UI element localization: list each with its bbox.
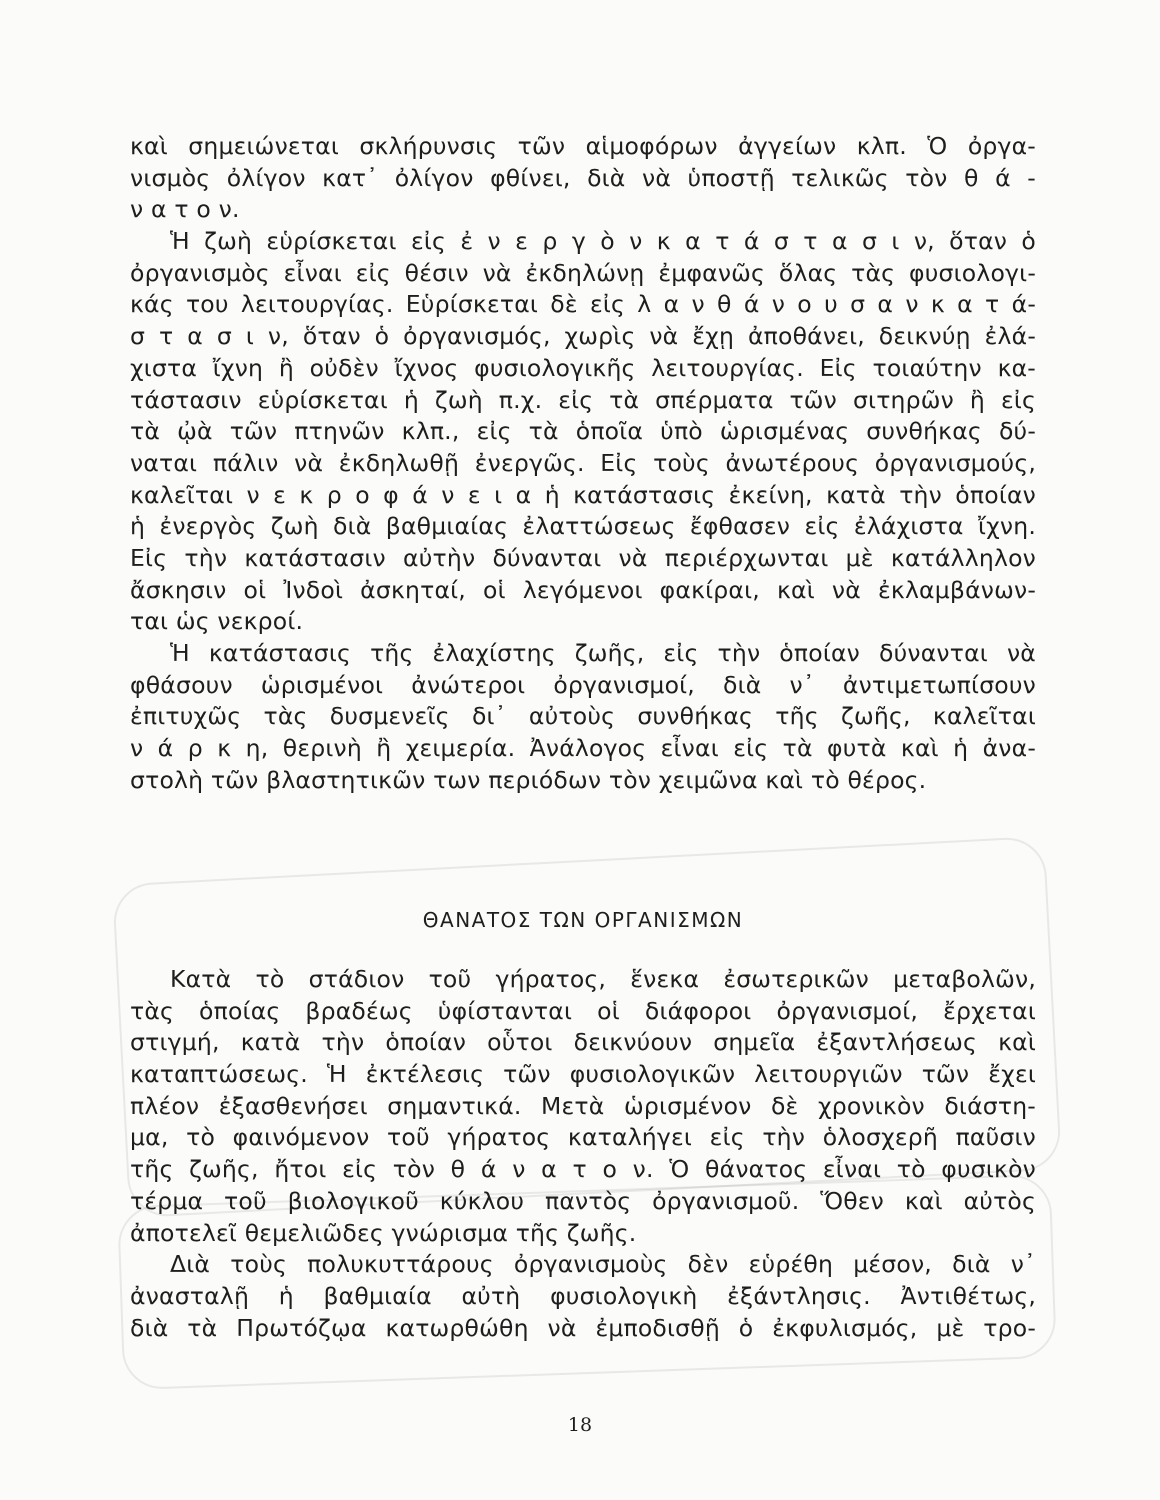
text-line: διὰ τὰ Πρωτόζῳα κατωρθώθη νὰ ἐμποδισθῇ ὁ ἐκφυλισμός, μὲ τρο- — [130, 1313, 1036, 1342]
text-line: ναται πάλιν νὰ ἐκδηλωθῇ ἐνεργῶς. Εἰς τοὺς ἀνωτέρους ὀργανισμούς, — [130, 448, 1036, 477]
text-line: Εἰς τὴν κατάστασιν αὐτὴν δύνανται νὰ περιέρχωνται μὲ κατάλληλον — [130, 543, 1036, 572]
text-line: καλεῖται ν ε κ ρ ο φ ά ν ε ι α ἡ κατάστασις ἐκείνη, κατὰ τὴν ὁποίαν — [130, 480, 1036, 509]
text-line: τῆς ζωῆς, ἤτοι εἰς τὸν θ ά ν α τ ο ν. Ὁ θάνατος εἶναι τὸ φυσικὸν — [130, 1155, 1036, 1184]
text-line: ἄσκησιν οἱ Ἰνδοὶ ἀσκηταί, οἱ λεγόμενοι φακίραι, καὶ νὰ ἐκλαμβάνων- — [130, 575, 1036, 604]
text-line: τὰ ᾠὰ τῶν πτηνῶν κλπ., εἰς τὰ ὁποῖα ὑπὸ ὡρισμένας συνθήκας δύ- — [130, 417, 1036, 446]
text-line: ν α τ ο ν. — [130, 195, 240, 224]
text-line: ἐπιτυχῶς τὰς δυσμενεῖς δι᾽ αὐτοὺς συνθήκας τῆς ζωῆς, καλεῖται — [130, 702, 1036, 731]
text-line: νισμὸς ὀλίγον κατ᾽ ὀλίγον φθίνει, διὰ νὰ ὑποστῇ τελικῶς τὸν θ ά - — [130, 163, 1036, 192]
text-line: κάς του λειτουργίας. Εὑρίσκεται δὲ εἰς λ α ν θ ά ν ο υ σ α ν κ α τ ά- — [130, 290, 1036, 319]
text-line: σ τ α σ ι ν, ὅταν ὁ ὀργανισμός, χωρὶς νὰ ἔχῃ ἀποθάνει, δεικνύῃ ἐλά- — [130, 322, 1036, 351]
body-text-section-2 — [130, 964, 1036, 1344]
text-line: στιγμή, κατὰ τὴν ὁποίαν οὗτοι δεικνύουν σημεῖα ἐξαντλήσεως καὶ — [130, 1028, 1036, 1057]
text-line: καταπτώσεως. Ἡ ἐκτέλεσις τῶν φυσιολογικῶν λειτουργιῶν τῶν ἔχει — [130, 1060, 1036, 1089]
text-line: φθάσουν ὡρισμένοι ἀνώτεροι ὀργανισμοί, διὰ ν᾽ ἀντιμετωπίσουν — [130, 670, 1036, 699]
page-number: 18 — [567, 1414, 593, 1436]
text-line: στολὴ τῶν βλαστητικῶν των περιόδων τὸν χειμῶνα καὶ τὸ θέρος. — [130, 765, 927, 794]
text-line: ν ά ρ κ η, θερινὴ ἢ χειμερία. Ἀνάλογος εἶναι εἰς τὰ φυτὰ καὶ ἡ ἀνα- — [130, 734, 1036, 763]
body-text-section-1 — [130, 131, 1036, 796]
section-heading: ΘΑΝΑΤΟΣ ΤΩΝ ΟΡΓΑΝΙΣΜΩΝ — [422, 908, 744, 932]
text-line: Κατὰ τὸ στάδιον τοῦ γήρατος, ἕνεκα ἐσωτερικῶν μεταβολῶν, — [170, 965, 1036, 993]
text-line: ὀργανισμὸς εἶναι εἰς θέσιν νὰ ἐκδηλώνῃ ἐμφανῶς ὅλας τὰς φυσιολογι- — [130, 258, 1036, 287]
text-line: Διὰ τοὺς πολυκυττάρους ὀργανισμοὺς δὲν εὑρέθη μέσον, διὰ ν᾽ — [170, 1250, 1036, 1279]
text-line: Ἡ κατάστασις τῆς ἐλαχίστης ζωῆς, εἰς τὴν ὁποίαν δύνανται νὰ — [170, 639, 1036, 667]
text-line: ἀποτελεῖ θεμελιῶδες γνώρισμα τῆς ζωῆς. — [130, 1218, 637, 1247]
text-line: τάστασιν εὑρίσκεται ἡ ζωὴ π.χ. εἰς τὰ σπέρματα τῶν σιτηρῶν ἢ εἰς — [130, 385, 1036, 414]
text-line: χιστα ἴχνη ἢ οὐδὲν ἴχνος φυσιολογικῆς λειτουργίας. Εἰς τοιαύτην κα- — [130, 353, 1036, 382]
text-line: καὶ σημειώνεται σκλήρυνσις τῶν αἱμοφόρων ἀγγείων κλπ. Ὁ ὀργα- — [130, 132, 1036, 160]
text-line: τὰς ὁποίας βραδέως ὑφίστανται οἱ διάφοροι ὀργανισμοί, ἔρχεται — [130, 996, 1036, 1025]
text-line: μα, τὸ φαινόμενον τοῦ γήρατος καταλήγει εἰς τὴν ὁλοσχερῆ παῦσιν — [130, 1123, 1036, 1152]
text-line: τέρμα τοῦ βιολογικοῦ κύκλου παντὸς ὀργανισμοῦ. Ὅθεν καὶ αὐτὸς — [130, 1186, 1036, 1215]
text-line: ἡ ἐνεργὸς ζωὴ διὰ βαθμιαίας ἐλαττώσεως ἔφθασεν εἰς ἐλάχιστα ἴχνη. — [130, 512, 1036, 541]
text-line: ἀνασταλῇ ἡ βαθμιαία αὐτὴ φυσιολογικὴ ἐξάντλησις. Ἀντιθέτως, — [130, 1281, 1036, 1310]
text-line: πλέον ἐξασθενήσει σημαντικά. Μετὰ ὡρισμένον δὲ χρονικὸν διάστη- — [130, 1091, 1036, 1120]
text-line: ται ὡς νεκροί. — [130, 607, 304, 636]
text-line: Ἡ ζωὴ εὑρίσκεται εἰς ἐ ν ε ρ γ ὸ ν κ α τ ά σ τ α σ ι ν, ὅταν ὁ — [170, 227, 1036, 256]
